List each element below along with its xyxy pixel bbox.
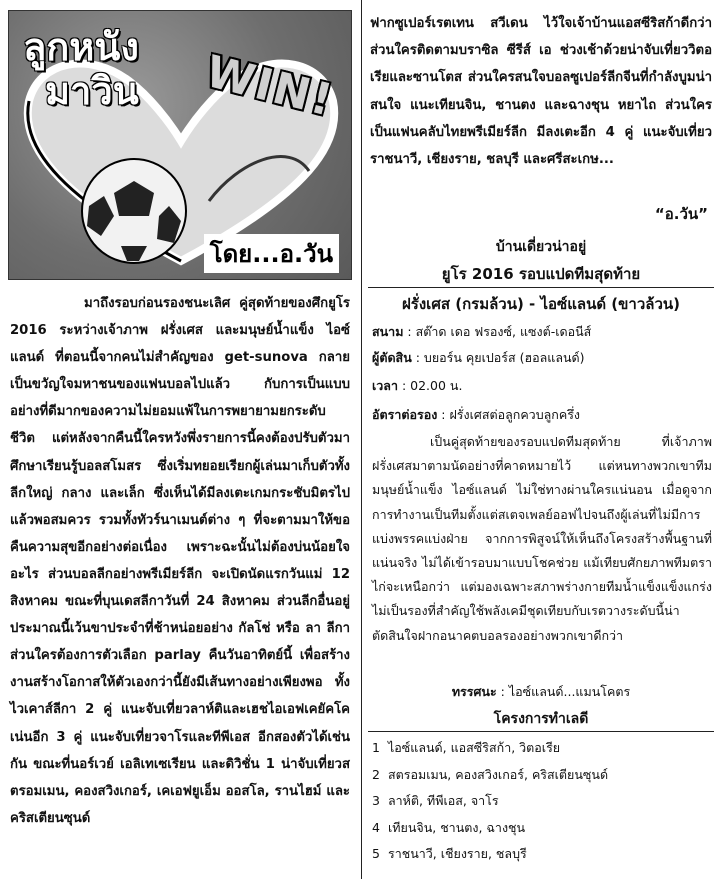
programme-list	[372, 735, 712, 868]
odds-row: อัตราต่อรอง : ฝรั่งเศสต่อลูกควบลูกครึ่ง	[372, 407, 581, 422]
programme-divider	[368, 731, 714, 732]
stadium-label: สนาม	[372, 324, 404, 339]
match-subheading: ยูโร 2016 รอบแปดทีมสุดท้าย	[441, 265, 641, 283]
column-banner	[8, 10, 352, 280]
author-signature: “อ.วัน”	[654, 205, 708, 223]
right-intro-paragraph: ฟากซูเปอร์เรตเทน สวีเดน ไว้ใจเจ้าบ้านแอสซีริสก้าดีกว่า ส่วนใครติดตามบราซิล ซีรีส์ เอ ช่วงเช้าด้วยน่าจับเที่ยววิตอเรียและซานโตส ส่วนใครสนใจบอลซูเปอร์ลีกจีนที่กำลังบูมน่าสนใจ แนะเทียนจิน, ชานตง และฉางชุน หยาไถ ส่วนใครเป็นแฟนคลับไทยพรีเมียร์ลีก มีลงเตะอีก 4 คู่ แนะจับเที่ยวราชนาวี, เชียงราย, ชลบุรี และศรีสะเกษ...	[370, 16, 712, 168]
left-article-paragraph: มาถึงรอบก่อนรองชนะเลิศ คู่สุดท้ายของศึกยูโร 2016 ระหว่างเจ้าภาพ ฝรั่งเศส และมนุษย์น้ำแข็ง ไอซ์แลนด์ ที่ตอนนี้จากคนไม่สำคัญของ get-sunova กลายเป็นขวัญใจมหาชนของแฟนบอลไปแล้ว กับการเป็นแบบอย่างที่ดีมากของความไม่ยอมแพ้ในการพยายามยกระดับชีวิต แต่หลังจากคืนนี้ใครหวังพึ่งรายการนี้คงต้องปรับตัวมาศึกษาเรียนรู้บอลสโมสร ซึ่งเริ่มทยอยเรียกผู้เล่นมาเก็บตัวทั้งลีกใหญ่ กลาง และเล็ก ซึ่งเห็นได้มีลงเตะเกมกระชับมิตรไปแล้วพอสมควร รวมทั้งทัวร์นาเมนต์ต่าง ๆ ที่จะตามมาให้ขอคืนความสุขอีกอย่างต่อเนื่อง เพราะฉะนั้นไม่ต้องบ่นน้อยใจอะไร ส่วนบอลลีกอย่างพรีเมียร์ลีก จะเปิดนัดแรกวันแม่ 12 สิงหาคม ขณะที่บุนเดสลีกาวันที่ 24 สิงหาคม ส่วนลีกอื่นอยู่ประมาณนี้เว้นขาประจำที่ช้าหน่อยอย่าง กัลโช่ หรือ ลา ลีกา ส่วนใครต้องการตัวเลือก parlay คืนวันอาทิตย์นี้ เพื่อสร้างงานสร้างโอกาสให้ตัวเองกว่านี้ยังมีเส้นทางอย่างเพียงพอ ทั้งไวเคาส์ลีกา 2 คู่ แนะจับเที่ยวลาห์ติและเฮชไอเอฟเคยัคโคเน่นอีก 3 คู่ แนะจับเที่ยวจาโรและทีพีเอส อีกสองตัวได้เช่นกัน ขณะที่นอร์เวย์ เอลิเทเซเรียน และดิวิชั่น 1 น่าจับเที่ยวสตรอมเมน, คองสวิงเกอร์, เคเอฟยูเอ็ม ออสโล, รานไฮม์ และคริสเตียนซุนด์	[10, 296, 350, 826]
stadium-row: สนาม : สต๊าด เดอ ฟรองซ์, แซงต์-เดอนีส์	[372, 324, 592, 339]
match-analysis	[372, 430, 712, 648]
list-item	[372, 788, 712, 815]
list-item-text: สตรอมเมน, คองสวิงเกอร์, คริสเตียนซุนด์	[388, 766, 609, 782]
divider-line	[368, 287, 714, 288]
match-analysis-paragraph: เป็นคู่สุดท้ายของรอบแปดทีมสุดท้าย ที่เจ้าภาพฝรั่งเศสมาตามนัดอย่างที่คาดหมายไว้ แต่หนทางพวกเขาทีมมนุษย์น้ำแข็ง ไอซ์แลนด์ ไม่ใช่ทางผ่านใครแน่นอน เมื่อดูจากการทำงานเป็นทีมตั้งแต่สเตจเพลย์ออฟไปจนถึงผู้เล่นที่ไม่มีการแบ่งพรรคแบ่งฝ่าย จากการพิสูจน์ให้เห็นถึงโครงสร้างพื้นฐานที่แน่นจริง ไม่ได้เข้ารอบมาแบบโชคช่วย แม้เทียบศักยภาพทีมตราไก่จะเหนือกว่า แต่มองเฉพาะสภาพร่างกายทีมน้ำแข็งแข็งแกร่งไม่เป็นรองที่สำคัญใช้พลังเคมีชุดเทียบกับเรตวางระดับนี้น่าตัดสินใจฝากอนาคตบอลรองอย่างพวกเขาดีกว่า	[372, 434, 712, 643]
match-fixture: ฝรั่งเศส (กรมล้วน) - ไอซ์แลนด์ (ขาวล้วน)	[402, 295, 680, 313]
referee-label: ผู้ตัดสิน	[372, 350, 412, 365]
right-column	[362, 0, 720, 879]
left-article-body	[10, 290, 350, 832]
odds-label: อัตราต่อรอง	[372, 407, 438, 422]
referee-row: ผู้ตัดสิน : บยอร์น คุยเปอร์ส (ฮอลแลนด์)	[372, 350, 585, 365]
banner-win-text: WIN!	[200, 46, 340, 127]
right-intro-text	[370, 10, 712, 173]
verdict-label: ทรรศนะ	[451, 684, 497, 699]
referee-value: บยอร์น คุยเปอร์ส (ฮอลแลนด์)	[423, 350, 585, 365]
time-value: 02.00 น.	[410, 378, 463, 393]
list-item	[372, 815, 712, 842]
banner-title-line1: ลูกหนัง	[23, 25, 139, 69]
verdict-row: ทรรศนะ : ไอซ์แลนด์...แมนโคตร	[451, 684, 631, 699]
list-item	[372, 841, 712, 868]
banner-title-line2: มาวิน	[45, 69, 139, 113]
time-row: เวลา : 02.00 น.	[372, 378, 463, 393]
list-item	[372, 762, 712, 789]
list-item-number: 1	[372, 740, 380, 755]
list-item-number: 2	[372, 766, 380, 782]
list-item-text: ไอซ์แลนด์, แอสซีริสก้า, วิตอเรีย	[388, 740, 561, 755]
list-item-text: ลาห์ติ, ทีพีเอส, จาโร	[388, 793, 499, 808]
banner-byline: โดย...อ.วัน	[204, 234, 339, 273]
stadium-value: สต๊าด เดอ ฟรองซ์, แซงต์-เดอนีส์	[415, 324, 592, 339]
list-item-text: ราชนาวี, เชียงราย, ชลบุรี	[388, 846, 527, 861]
section-heading: บ้านเดี่ยวน่าอยู่	[495, 239, 587, 255]
banner-title	[23, 25, 139, 113]
time-label: เวลา	[372, 378, 398, 393]
list-item-number: 5	[372, 846, 380, 861]
list-item-text: เทียนจิน, ชานตง, ฉางชุน	[388, 819, 526, 835]
programme-title: โครงการทำเลดี	[493, 711, 589, 727]
odds-value: ฝรั่งเศสต่อลูกควบลูกครึ่ง	[449, 407, 581, 422]
verdict-value: ไอซ์แลนด์...แมนโคตร	[508, 684, 631, 699]
list-item-number: 3	[372, 793, 380, 808]
list-item	[372, 735, 712, 762]
list-item-number: 4	[372, 819, 380, 835]
